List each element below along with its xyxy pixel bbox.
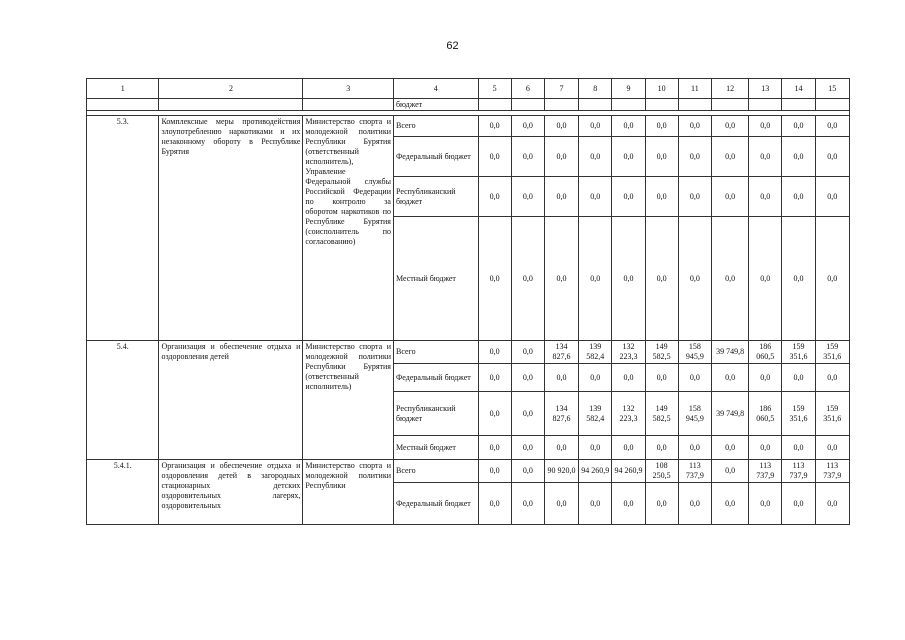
value-cell: 0,0 xyxy=(815,137,849,177)
value-cell: 159 351,6 xyxy=(815,392,849,436)
funding-source: Местный бюджет xyxy=(393,217,478,341)
funding-source: Всего xyxy=(393,460,478,483)
value-cell: 158 945,9 xyxy=(678,392,711,436)
value-cell: 113 737,9 xyxy=(815,460,849,483)
value-cell: 149 582,5 xyxy=(645,341,678,364)
value-cell: 0,0 xyxy=(612,116,645,137)
value-cell: 0,0 xyxy=(579,483,612,525)
value-cell: 0,0 xyxy=(711,364,748,392)
header-cell: 11 xyxy=(678,79,711,99)
value-cell: 132 223,3 xyxy=(612,341,645,364)
value-cell: 0,0 xyxy=(815,364,849,392)
value-cell: 134 827,6 xyxy=(544,392,578,436)
value-cell: 0,0 xyxy=(645,177,678,217)
value-cell: 159 351,6 xyxy=(815,341,849,364)
value-cell: 134 827,6 xyxy=(544,341,578,364)
value-cell: 0,0 xyxy=(815,436,849,460)
value-cell: 0,0 xyxy=(749,364,782,392)
value-cell: 0,0 xyxy=(782,483,815,525)
value-cell: 139 582,4 xyxy=(579,341,612,364)
value-cell: 108 250,5 xyxy=(645,460,678,483)
value-cell: 0,0 xyxy=(612,217,645,341)
value-cell: 0,0 xyxy=(678,217,711,341)
value-cell: 186 060,5 xyxy=(749,392,782,436)
value-cell: 0,0 xyxy=(511,392,544,436)
value-cell: 0,0 xyxy=(711,137,748,177)
value-cell: 0,0 xyxy=(749,177,782,217)
value-cell: 0,0 xyxy=(544,483,578,525)
table-row xyxy=(87,341,850,364)
value-cell: 0,0 xyxy=(815,177,849,217)
value-cell: 0,0 xyxy=(782,217,815,341)
value-cell: 0,0 xyxy=(782,177,815,217)
value-cell: 0,0 xyxy=(678,364,711,392)
header-cell: 4 xyxy=(393,79,478,99)
value-cell: 0,0 xyxy=(612,137,645,177)
value-cell: 0,0 xyxy=(815,483,849,525)
value-cell: 0,0 xyxy=(645,137,678,177)
measure-name: Организация и обеспечение отдыха и оздоровления детей xyxy=(159,341,303,460)
measure-name: Организация и обеспечение отдыха и оздоровления детей в загородных стационарных детских оздоровительных лагерях, оздоровительных xyxy=(159,460,303,525)
value-cell: 0,0 xyxy=(511,341,544,364)
funding-source: Республиканский бюджет xyxy=(393,392,478,436)
header-cell: 15 xyxy=(815,79,849,99)
funding-source: Федеральный бюджет xyxy=(393,483,478,525)
cell xyxy=(782,99,815,111)
value-cell: 0,0 xyxy=(478,392,511,436)
value-cell: 0,0 xyxy=(782,364,815,392)
value-cell: 0,0 xyxy=(544,217,578,341)
value-cell: 0,0 xyxy=(711,436,748,460)
value-cell: 0,0 xyxy=(478,137,511,177)
header-cell: 5 xyxy=(478,79,511,99)
header-cell: 8 xyxy=(579,79,612,99)
value-cell: 39 749,8 xyxy=(711,392,748,436)
value-cell: 0,0 xyxy=(478,436,511,460)
cell xyxy=(87,99,159,111)
measure-executor: Министерство спорта и молодежной политики Республики xyxy=(303,460,394,525)
cell xyxy=(711,99,748,111)
header-cell: 14 xyxy=(782,79,815,99)
cell xyxy=(478,99,511,111)
value-cell: 0,0 xyxy=(511,436,544,460)
measure-number: 5.4. xyxy=(87,341,159,460)
value-cell: 0,0 xyxy=(678,436,711,460)
value-cell: 0,0 xyxy=(478,460,511,483)
value-cell: 159 351,6 xyxy=(782,341,815,364)
value-cell: 113 737,9 xyxy=(678,460,711,483)
header-cell: 1 xyxy=(87,79,159,99)
cell xyxy=(678,99,711,111)
value-cell: 0,0 xyxy=(511,364,544,392)
value-cell: 0,0 xyxy=(579,436,612,460)
value-cell: 0,0 xyxy=(711,483,748,525)
value-cell: 0,0 xyxy=(544,116,578,137)
value-cell: 0,0 xyxy=(478,217,511,341)
funding-source: Всего xyxy=(393,341,478,364)
cell xyxy=(303,99,394,111)
value-cell: 0,0 xyxy=(579,137,612,177)
header-cell: 3 xyxy=(303,79,394,99)
value-cell: 0,0 xyxy=(612,436,645,460)
cell xyxy=(511,99,544,111)
value-cell: 0,0 xyxy=(678,177,711,217)
value-cell: 0,0 xyxy=(478,364,511,392)
value-cell: 113 737,9 xyxy=(749,460,782,483)
value-cell: 94 260,9 xyxy=(579,460,612,483)
value-cell: 0,0 xyxy=(645,483,678,525)
value-cell: 113 737,9 xyxy=(782,460,815,483)
measure-name: Комплексные меры противодействия злоупотреблению наркотиками и их незаконному обороту в Республике Бурятия xyxy=(159,116,303,341)
cell xyxy=(645,99,678,111)
continuation-row xyxy=(87,99,850,111)
cell xyxy=(544,99,578,111)
value-cell: 0,0 xyxy=(612,177,645,217)
value-cell: 159 351,6 xyxy=(782,392,815,436)
value-cell: 132 223,3 xyxy=(612,392,645,436)
header-cell: 6 xyxy=(511,79,544,99)
measure-executor: Министерство спорта и молодежной политики Республики Бурятия (ответственный исполнитель) xyxy=(303,341,394,460)
value-cell: 0,0 xyxy=(544,177,578,217)
value-cell: 0,0 xyxy=(678,137,711,177)
table-row xyxy=(87,116,850,137)
header-row xyxy=(87,79,850,99)
value-cell: 0,0 xyxy=(749,217,782,341)
value-cell: 0,0 xyxy=(749,137,782,177)
value-cell: 39 749,8 xyxy=(711,341,748,364)
cell xyxy=(749,99,782,111)
value-cell: 0,0 xyxy=(544,137,578,177)
header-cell: 12 xyxy=(711,79,748,99)
value-cell: 0,0 xyxy=(511,217,544,341)
header-cell: 10 xyxy=(645,79,678,99)
value-cell: 0,0 xyxy=(815,217,849,341)
value-cell: 149 582,5 xyxy=(645,392,678,436)
value-cell: 0,0 xyxy=(782,137,815,177)
value-cell: 0,0 xyxy=(645,364,678,392)
funding-source: Федеральный бюджет xyxy=(393,364,478,392)
value-cell: 0,0 xyxy=(511,137,544,177)
measure-executor: Министерство спорта и молодежной политики Республики Бурятия (ответственный исполнитель), Управление Федеральной службы Российской Федерации по контролю за оборотом наркотиков по Республике Бурятия (соисполнитель по согласованию) xyxy=(303,116,394,341)
budget-table xyxy=(86,78,850,525)
value-cell: 0,0 xyxy=(645,436,678,460)
value-cell: 0,0 xyxy=(579,177,612,217)
header-cell: 2 xyxy=(159,79,303,99)
value-cell: 0,0 xyxy=(579,364,612,392)
value-cell: 0,0 xyxy=(749,436,782,460)
value-cell: 186 060,5 xyxy=(749,341,782,364)
value-cell: 0,0 xyxy=(749,483,782,525)
value-cell: 158 945,9 xyxy=(678,341,711,364)
header-cell: 9 xyxy=(612,79,645,99)
value-cell: 0,0 xyxy=(711,177,748,217)
value-cell: 0,0 xyxy=(678,116,711,137)
value-cell: 0,0 xyxy=(511,483,544,525)
value-cell: 0,0 xyxy=(478,341,511,364)
value-cell: 0,0 xyxy=(645,116,678,137)
value-cell: 0,0 xyxy=(544,364,578,392)
value-cell: 0,0 xyxy=(478,483,511,525)
value-cell: 0,0 xyxy=(511,116,544,137)
value-cell: 0,0 xyxy=(678,483,711,525)
funding-source: Местный бюджет xyxy=(393,436,478,460)
measure-number: 5.3. xyxy=(87,116,159,341)
value-cell: 0,0 xyxy=(579,116,612,137)
value-cell: 0,0 xyxy=(711,460,748,483)
value-cell: 0,0 xyxy=(749,116,782,137)
value-cell: 0,0 xyxy=(711,116,748,137)
value-cell: 0,0 xyxy=(815,116,849,137)
source-cell: бюджет xyxy=(393,99,478,111)
cell xyxy=(815,99,849,111)
value-cell: 0,0 xyxy=(645,217,678,341)
header-cell: 13 xyxy=(749,79,782,99)
value-cell: 0,0 xyxy=(782,116,815,137)
value-cell: 0,0 xyxy=(511,460,544,483)
value-cell: 0,0 xyxy=(711,217,748,341)
page-number: 62 xyxy=(446,40,459,52)
value-cell: 139 582,4 xyxy=(579,392,612,436)
value-cell: 94 260,9 xyxy=(612,460,645,483)
value-cell: 0,0 xyxy=(478,116,511,137)
value-cell: 0,0 xyxy=(478,177,511,217)
value-cell: 0,0 xyxy=(579,217,612,341)
value-cell: 0,0 xyxy=(544,436,578,460)
measure-number: 5.4.1. xyxy=(87,460,159,525)
header-cell: 7 xyxy=(544,79,578,99)
value-cell: 0,0 xyxy=(612,483,645,525)
funding-source: Республиканский бюджет xyxy=(393,177,478,217)
value-cell: 90 920,0 xyxy=(544,460,578,483)
value-cell: 0,0 xyxy=(612,364,645,392)
table-row xyxy=(87,460,850,483)
funding-source: Федеральный бюджет xyxy=(393,137,478,177)
cell xyxy=(159,99,303,111)
value-cell: 0,0 xyxy=(782,436,815,460)
funding-source: Всего xyxy=(393,116,478,137)
cell xyxy=(612,99,645,111)
value-cell: 0,0 xyxy=(511,177,544,217)
cell xyxy=(579,99,612,111)
